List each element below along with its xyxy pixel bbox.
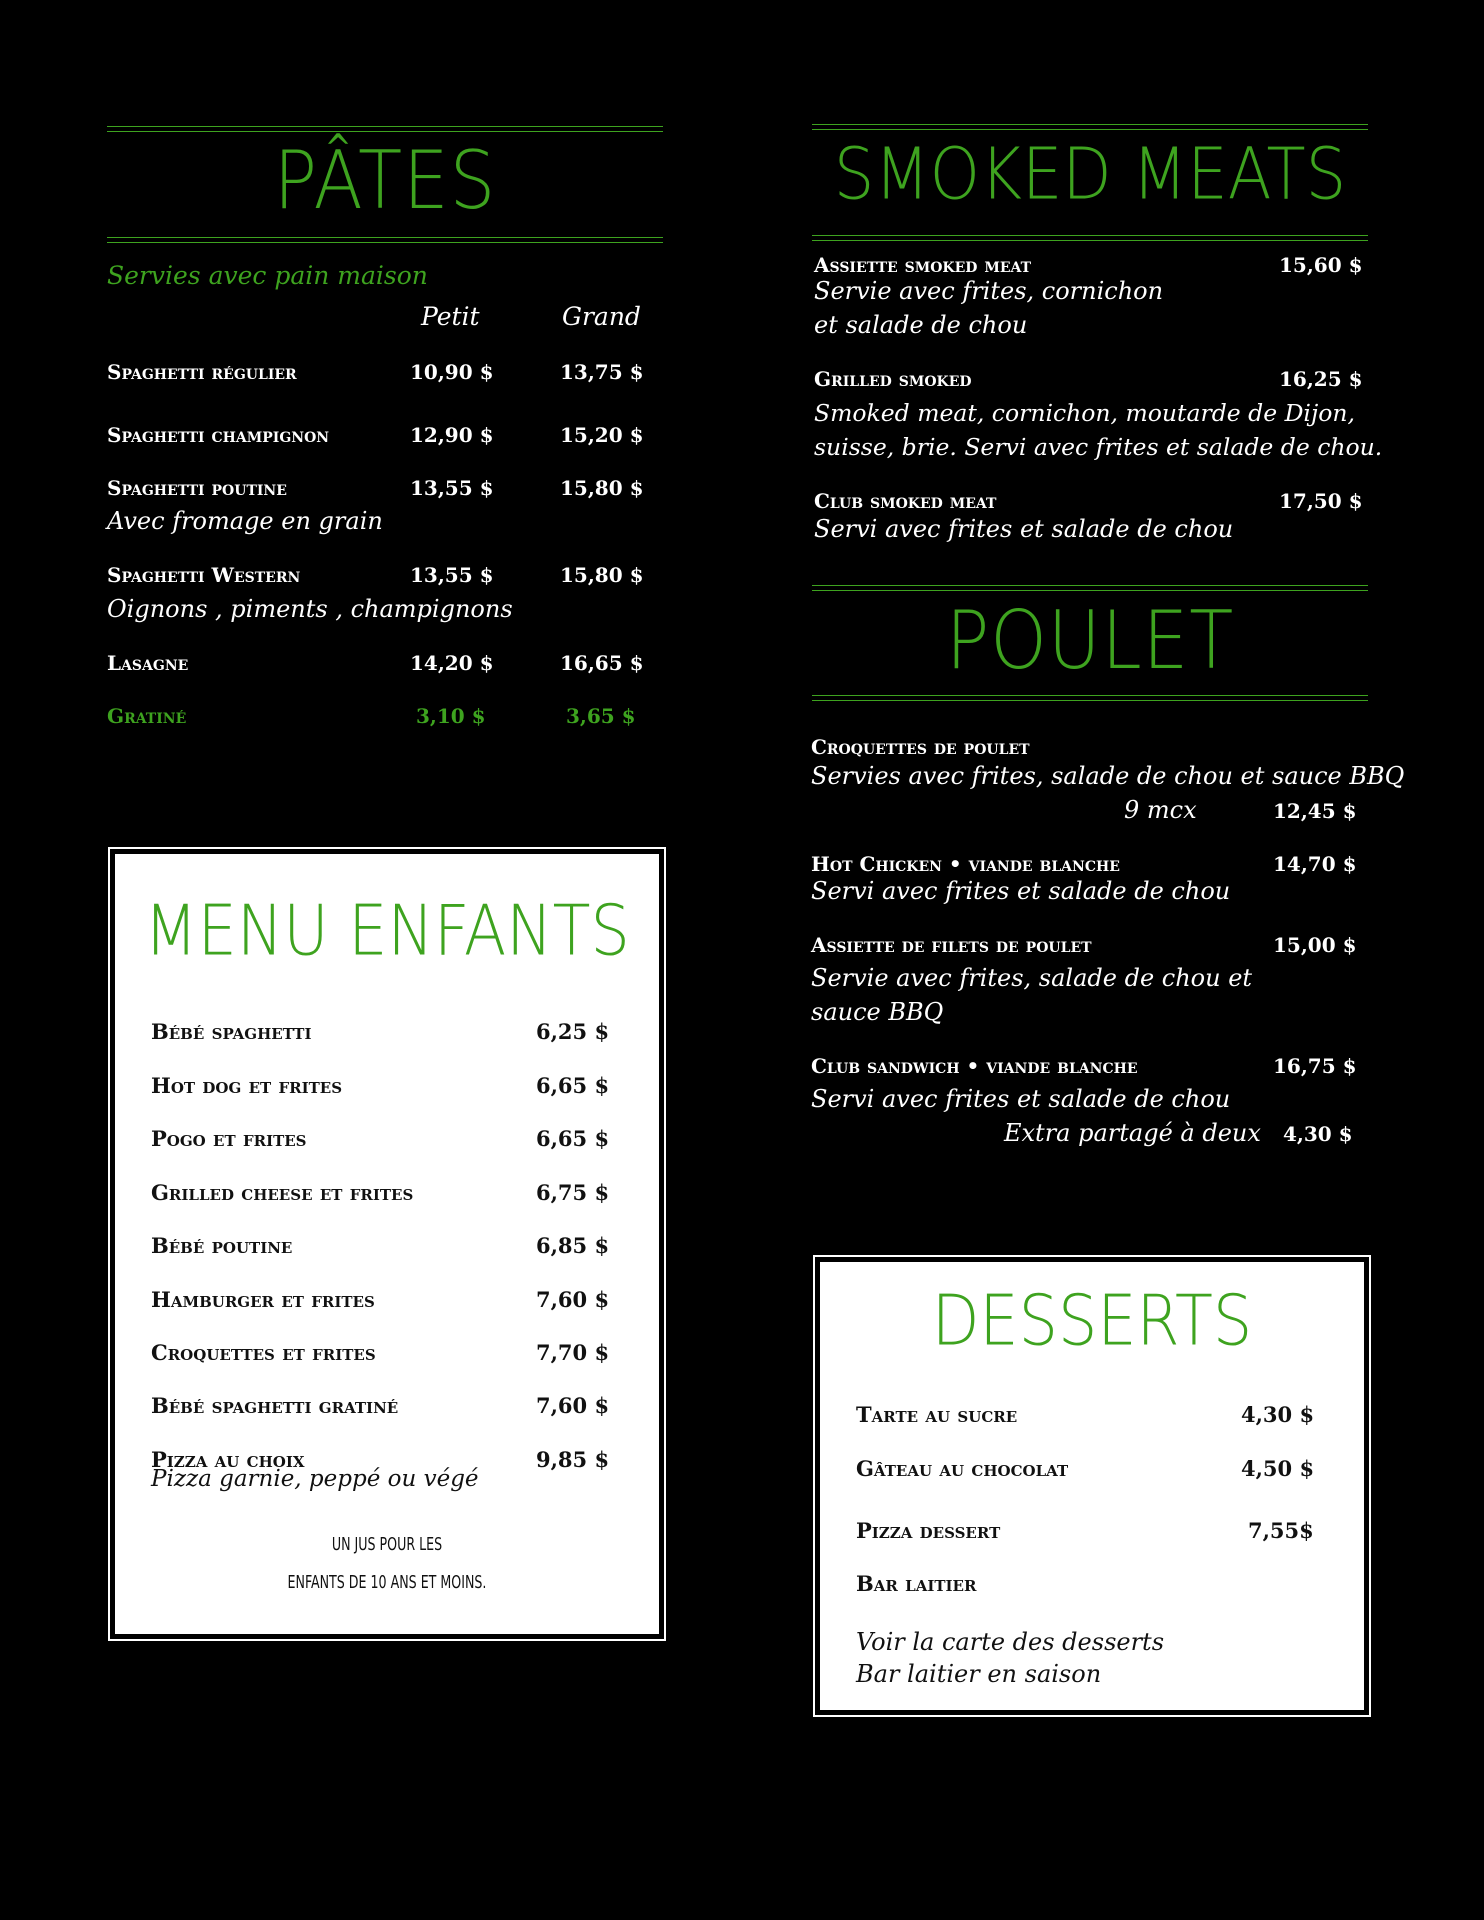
menu-item-name: Assiette de filets de poulet (811, 933, 1092, 957)
menu-item-price-grand: 16,65 $ (560, 651, 644, 675)
menu-item-price-petit: 13,55 $ (410, 476, 494, 500)
menu-enfants-box (113, 852, 661, 1636)
menu-item-name: Bébé spaghetti gratiné (151, 1393, 399, 1418)
desserts-note: Voir la carte des desserts (856, 1628, 1165, 1656)
smoked-meats-title: SMOKED MEATS (833, 133, 1347, 217)
menu-item-desc: Servie avec frites, salade de chou et (811, 964, 1253, 992)
menu-item-price-petit: 3,10 $ (416, 704, 486, 728)
menu-item-price-grand: 3,65 $ (566, 704, 636, 728)
menu-item-price: 7,60 $ (536, 1287, 610, 1312)
menu-item-name: Pogo et frites (151, 1126, 307, 1151)
menu-item-price: 6,75 $ (536, 1180, 610, 1205)
menu-item-name: Croquettes de poulet (811, 735, 1030, 759)
menu-item-desc: 9 mcx (1124, 796, 1197, 824)
menu-item-desc: Pizza garnie, peppé ou végé (151, 1466, 479, 1492)
menu-item-price-grand: 15,80 $ (560, 476, 644, 500)
menu-item-desc: et salade de chou (814, 311, 1028, 339)
enfants-note: UN JUS POUR LES (331, 1534, 443, 1555)
menu-item-price: 4,50 $ (1241, 1456, 1315, 1481)
desserts-note: Bar laitier en saison (856, 1660, 1102, 1688)
menu-item-desc: Servi avec frites et salade de chou (811, 1085, 1231, 1113)
menu-item-price-grand: 13,75 $ (560, 360, 644, 384)
menu-item-name: Bébé spaghetti (151, 1019, 312, 1044)
menu-item-price: 12,45 $ (1273, 799, 1357, 823)
menu-item-price: 4,30 $ (1241, 1402, 1315, 1427)
divider (812, 124, 1368, 130)
menu-item-name: Grilled smoked (814, 367, 972, 391)
menu-item-price: 6,65 $ (536, 1126, 610, 1151)
divider (812, 235, 1368, 241)
menu-item-name: Spaghetti régulier (107, 360, 297, 384)
menu-item-name: Pizza au choix (151, 1447, 305, 1472)
menu-item-price-petit: 12,90 $ (410, 423, 494, 447)
menu-item-name: Spaghetti poutine (107, 476, 287, 500)
divider (812, 585, 1368, 591)
menu-item-name: Club sandwich • viande blanche (811, 1054, 1138, 1078)
menu-item-desc: Servi avec frites et salade de chou (811, 877, 1231, 905)
menu-item-desc: Oignons , piments , champignons (107, 595, 513, 623)
menu-item-price-petit: 14,20 $ (410, 651, 494, 675)
menu-item-name: Bar laitier (856, 1571, 977, 1596)
menu-item-desc: Smoked meat, cornichon, moutarde de Dijon, (814, 399, 1355, 427)
menu-item-price: 6,65 $ (536, 1073, 610, 1098)
menu-item-price: 6,85 $ (536, 1233, 610, 1258)
menu-item-name: Hot Chicken • viande blanche (811, 852, 1120, 876)
desserts-title: DESSERTS (931, 1279, 1253, 1362)
divider (107, 126, 663, 132)
menu-item-desc: Avec fromage en grain (107, 507, 383, 535)
desserts-box (818, 1260, 1366, 1712)
menu-item-name: Assiette smoked meat (814, 253, 1032, 277)
menu-item-name: Spaghetti champignon (107, 423, 330, 447)
menu-item-desc: suisse, brie. Servi avec frites et salade de chou. (814, 433, 1383, 461)
menu-item-name: Bébé poutine (151, 1233, 293, 1258)
divider (812, 695, 1368, 701)
menu-enfants-title: MENU ENFANTS (144, 889, 630, 972)
menu-item-name: Hot dog et frites (151, 1073, 343, 1098)
menu-item-price-petit: 13,55 $ (410, 563, 494, 587)
menu-item-price: 7,70 $ (536, 1340, 610, 1365)
pates-subtitle: Servies avec pain maison (107, 261, 428, 290)
menu-item-price: 7,55$ (1248, 1518, 1314, 1543)
pates-title: PÂTES (273, 132, 497, 228)
menu-item-name: Club smoked meat (814, 489, 997, 513)
menu-item-price: 15,60 $ (1279, 253, 1363, 277)
menu-item-name: Grilled cheese et frites (151, 1180, 414, 1205)
menu-item-price: 16,75 $ (1273, 1054, 1357, 1078)
col-petit: Petit (421, 302, 480, 331)
poulet-title: POULET (945, 592, 1235, 688)
menu-item-desc: sauce BBQ (811, 998, 944, 1026)
menu-item-price: 14,70 $ (1273, 852, 1357, 876)
menu-item-name: Croquettes et frites (151, 1340, 376, 1365)
menu-item-name: Spaghetti Western (107, 563, 301, 587)
extra-label: Extra partagé à deux (1004, 1119, 1261, 1147)
menu-item-price-grand: 15,20 $ (560, 423, 644, 447)
menu-item-price-grand: 15,80 $ (560, 563, 644, 587)
menu-item-price: 15,00 $ (1273, 933, 1357, 957)
menu-item-price: 9,85 $ (536, 1447, 610, 1472)
divider (107, 237, 663, 243)
menu-item-price: 7,60 $ (536, 1393, 610, 1418)
extra-price: 4,30 $ (1283, 1122, 1353, 1146)
menu-item-name: Tarte au sucre (856, 1402, 1018, 1427)
menu-item-price: 17,50 $ (1279, 489, 1363, 513)
menu-item-name: Lasagne (107, 651, 189, 675)
menu-item-desc: Servies avec frites, salade de chou et sauce BBQ (811, 762, 1405, 790)
menu-item-name: Pizza dessert (856, 1518, 1001, 1543)
col-grand: Grand (562, 302, 641, 331)
menu-item-desc: Servi avec frites et salade de chou (814, 515, 1234, 543)
menu-item-name: Gâteau au chocolat (856, 1456, 1069, 1481)
menu-item-name: Hamburger et frites (151, 1287, 375, 1312)
menu-item-desc: Servie avec frites, cornichon (814, 277, 1164, 305)
menu-item-price: 16,25 $ (1279, 367, 1363, 391)
menu-item-price-petit: 10,90 $ (410, 360, 494, 384)
menu-item-price: 6,25 $ (536, 1019, 610, 1044)
menu-item-name: Gratiné (107, 704, 187, 728)
enfants-note: ENFANTS DE 10 ANS ET MOINS. (287, 1572, 487, 1593)
